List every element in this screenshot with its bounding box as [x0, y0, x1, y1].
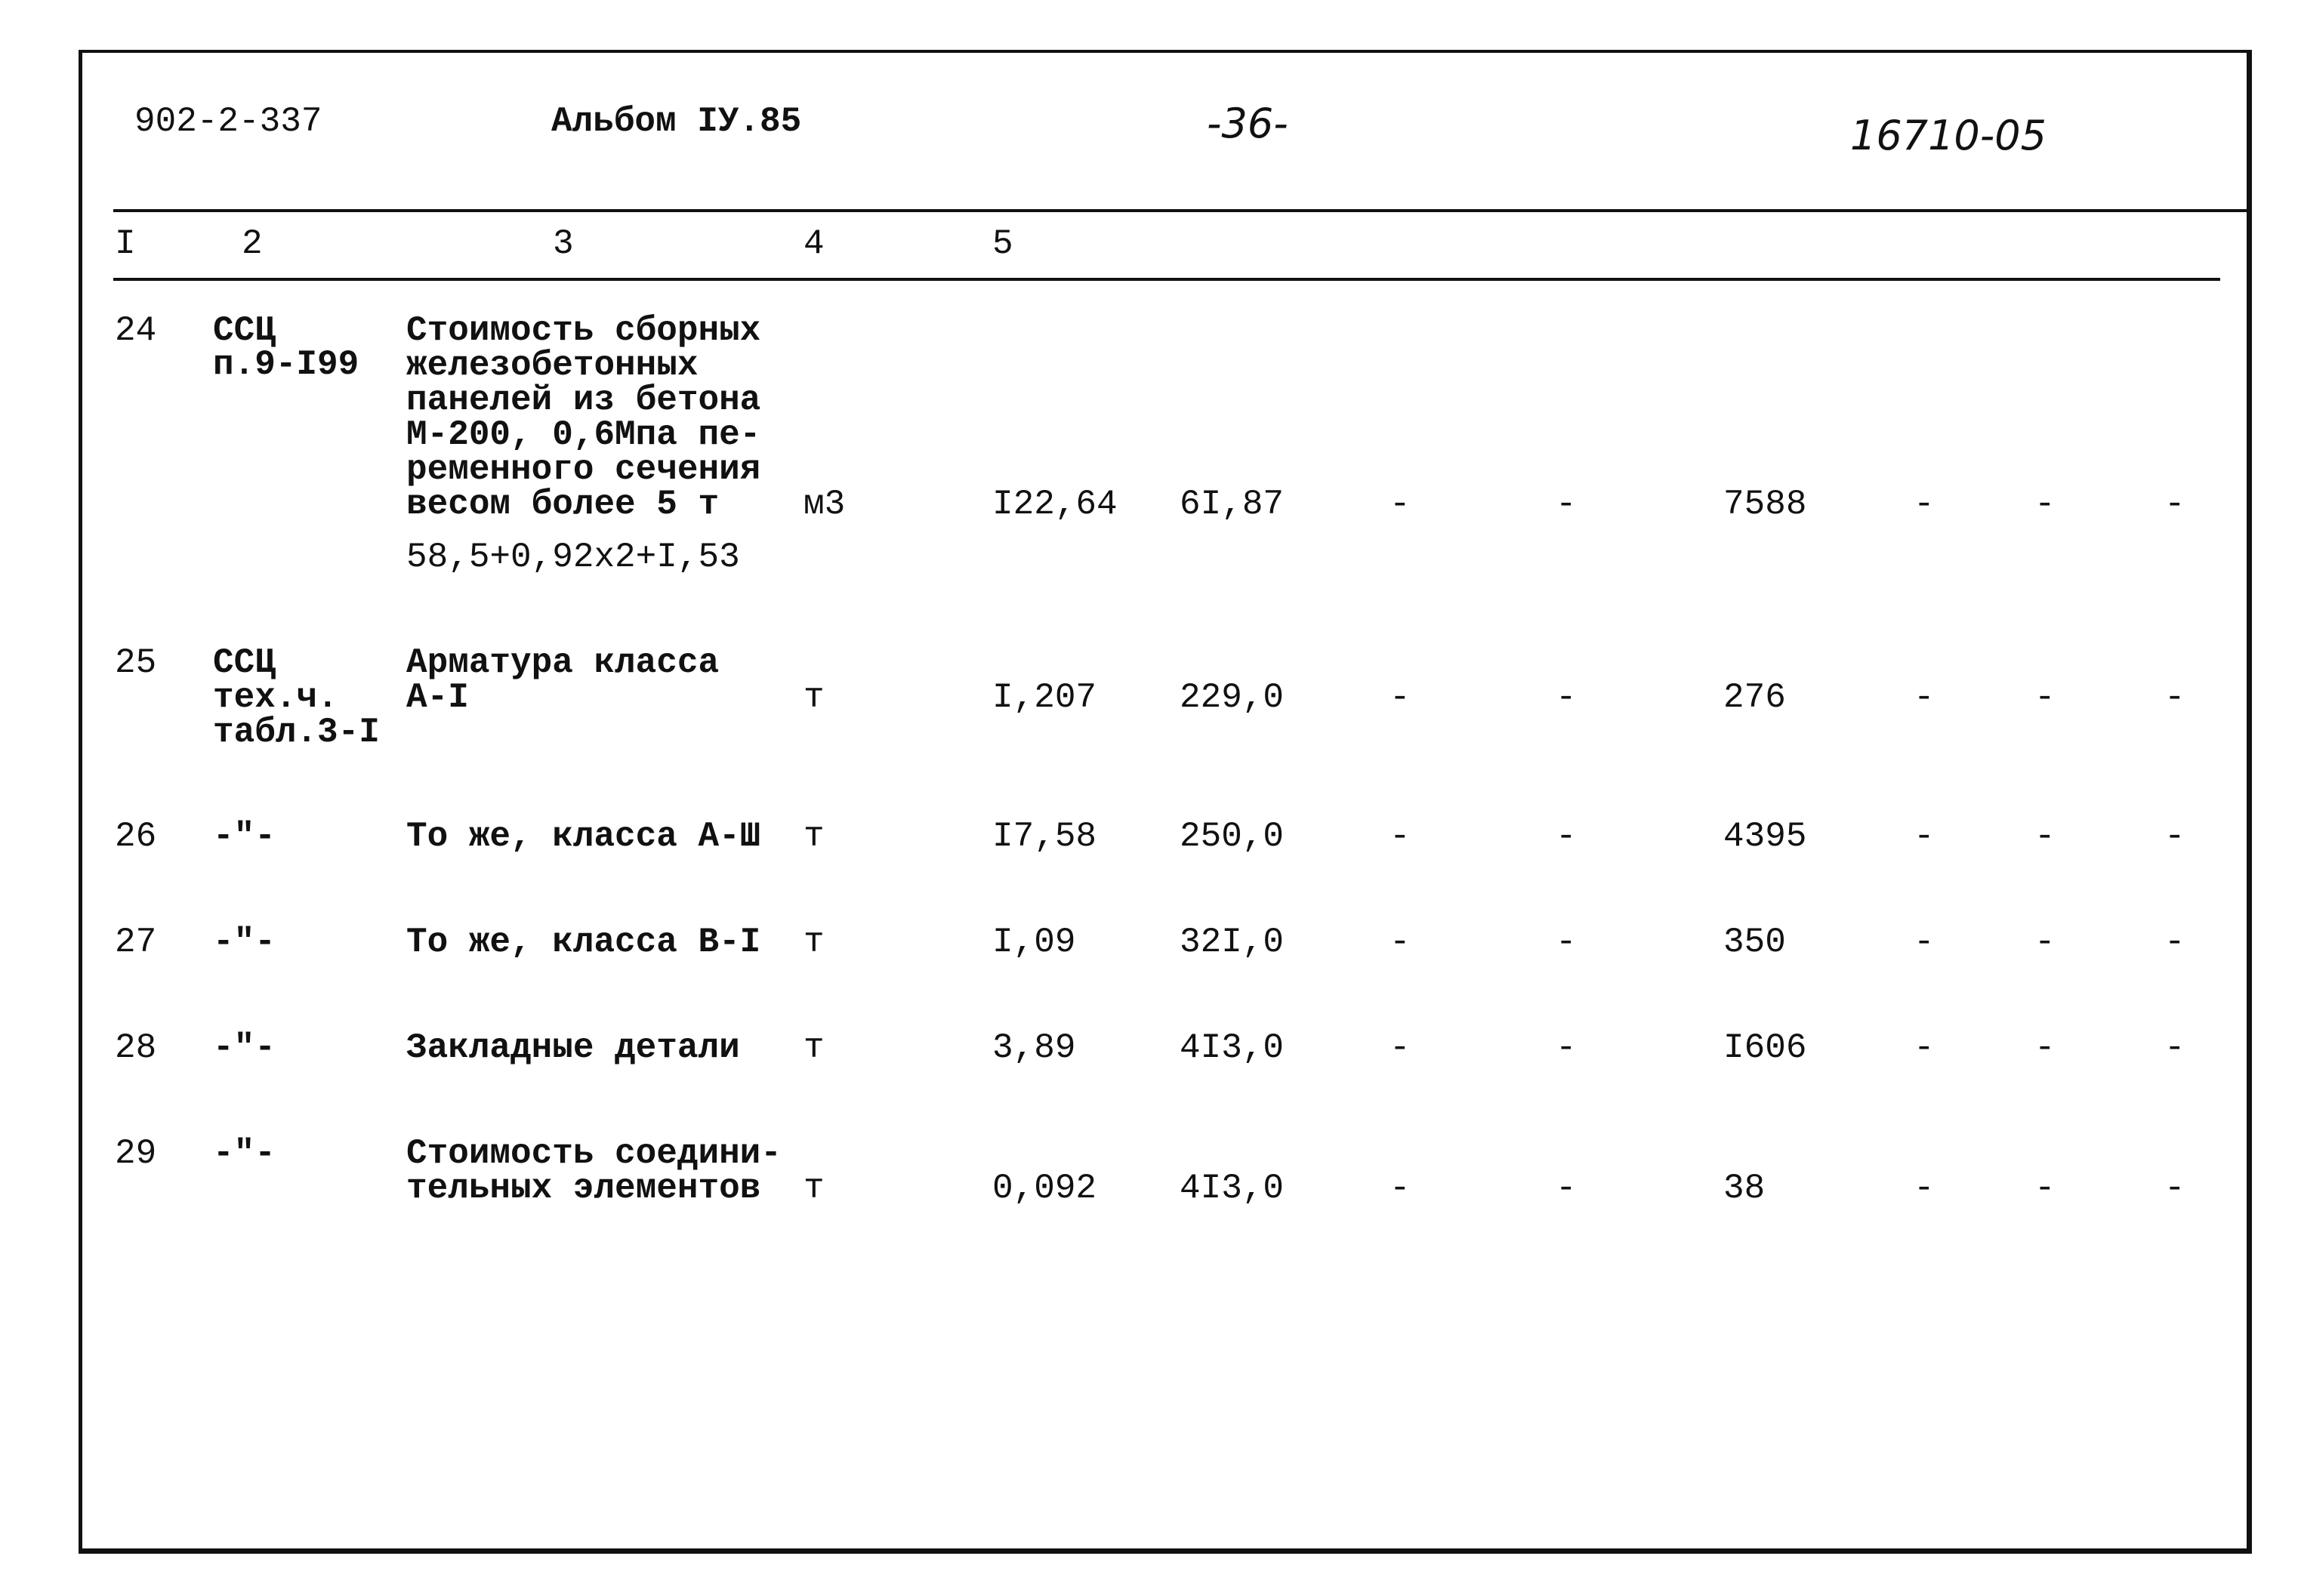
- description-line: ременного сечения: [406, 450, 761, 489]
- description-line: То же, класса А-Ш: [406, 817, 761, 856]
- unit: т: [803, 817, 825, 856]
- cell-dash: -: [1390, 485, 1411, 524]
- cell-dash: -: [1914, 678, 1935, 717]
- cell-dash: -: [1390, 678, 1411, 717]
- cell-dash: -: [1390, 817, 1411, 856]
- cell-dash: -: [1914, 485, 1935, 524]
- unit: т: [803, 678, 825, 717]
- cell-dash: -: [1556, 1169, 1577, 1208]
- cell-dash: -: [2164, 1028, 2185, 1068]
- cell-dash: -: [2034, 1028, 2056, 1068]
- row-number: 27: [115, 923, 157, 962]
- cell-dash: -: [2034, 817, 2056, 856]
- description-line: Арматура класса: [406, 643, 720, 682]
- description-line: Стоимость соедини-: [406, 1134, 782, 1173]
- cell-dash: -: [1556, 485, 1577, 524]
- quantity: I22,64: [992, 485, 1118, 524]
- unit: т: [803, 1169, 825, 1208]
- description-line: тельных элементов: [406, 1169, 761, 1208]
- description-line: весом более 5 т: [406, 485, 720, 524]
- reference: ССЦ: [213, 643, 276, 682]
- unit-price: 6I,87: [1180, 485, 1285, 524]
- row-number: 28: [115, 1028, 157, 1068]
- header-rule: [113, 209, 2250, 212]
- reference: -"-: [213, 1028, 276, 1068]
- cell-dash: -: [1390, 923, 1411, 962]
- reference: табл.3-I: [213, 713, 380, 752]
- total: 38: [1723, 1169, 1766, 1208]
- reference: ССЦ: [213, 311, 276, 350]
- page-number: -36-: [1207, 100, 1288, 147]
- cell-dash: -: [1914, 923, 1935, 962]
- col-header-1: I: [115, 224, 136, 263]
- cell-dash: -: [2164, 1169, 2185, 1208]
- description-line: М-200, 0,6Мпа пе-: [406, 415, 761, 454]
- reference: тех.ч.: [213, 678, 338, 717]
- quantity: I,09: [992, 923, 1076, 962]
- description-line: Стоимость сборных: [406, 311, 761, 350]
- reference: -"-: [213, 817, 276, 856]
- unit-price: 32I,0: [1180, 923, 1285, 962]
- cell-dash: -: [2034, 923, 2056, 962]
- cell-dash: -: [1556, 817, 1577, 856]
- quantity: 3,89: [992, 1028, 1076, 1068]
- description-line: Закладные детали: [406, 1028, 740, 1068]
- reference: -"-: [213, 1134, 276, 1173]
- description-line: панелей из бетона: [406, 381, 761, 420]
- cell-dash: -: [2034, 485, 2056, 524]
- cell-dash: -: [2034, 1169, 2056, 1208]
- description-line: А-I: [406, 678, 469, 717]
- cell-dash: -: [2164, 923, 2185, 962]
- total: 7588: [1723, 485, 1807, 524]
- quantity: I7,58: [992, 817, 1097, 856]
- cell-dash: -: [2164, 678, 2185, 717]
- cell-dash: -: [2164, 485, 2185, 524]
- album-label: Альбом IУ.85: [551, 102, 802, 141]
- cell-dash: -: [1390, 1028, 1411, 1068]
- quantity: 0,092: [992, 1169, 1097, 1208]
- col-header-5: 5: [992, 224, 1013, 263]
- total: 350: [1723, 923, 1786, 962]
- unit-price: 4I3,0: [1180, 1169, 1285, 1208]
- cell-dash: -: [1556, 678, 1577, 717]
- unit: м3: [803, 485, 846, 524]
- sheet-frame: [79, 50, 2252, 1554]
- reference: п.9-I99: [213, 345, 359, 384]
- total: 4395: [1723, 817, 1807, 856]
- unit: т: [803, 923, 825, 962]
- formula: 58,5+0,92х2+I,53: [406, 538, 740, 577]
- description-line: железобетонных: [406, 346, 699, 385]
- column-header-rule: [113, 278, 2220, 281]
- col-header-4: 4: [803, 224, 825, 263]
- unit-price: 229,0: [1180, 678, 1285, 717]
- row-number: 25: [115, 643, 157, 682]
- cell-dash: -: [1914, 1169, 1935, 1208]
- cell-dash: -: [1914, 817, 1935, 856]
- description-line: То же, класса В-I: [406, 923, 761, 962]
- reference: -"-: [213, 923, 276, 962]
- cell-dash: -: [2034, 678, 2056, 717]
- cell-dash: -: [1556, 1028, 1577, 1068]
- cell-dash: -: [1556, 923, 1577, 962]
- row-number: 26: [115, 817, 157, 856]
- col-header-3: 3: [553, 224, 574, 263]
- col-header-2: 2: [242, 224, 263, 263]
- document-code: 902-2-337: [134, 102, 322, 141]
- unit-price: 4I3,0: [1180, 1028, 1285, 1068]
- cell-dash: -: [1914, 1028, 1935, 1068]
- total: I606: [1723, 1028, 1807, 1068]
- quantity: I,207: [992, 678, 1097, 717]
- total: 276: [1723, 678, 1786, 717]
- document-number: 16710-05: [1850, 112, 2047, 159]
- unit-price: 250,0: [1180, 817, 1285, 856]
- cell-dash: -: [1390, 1169, 1411, 1208]
- row-number: 29: [115, 1134, 157, 1173]
- cell-dash: -: [2164, 817, 2185, 856]
- row-number: 24: [115, 311, 157, 350]
- unit: т: [803, 1028, 825, 1068]
